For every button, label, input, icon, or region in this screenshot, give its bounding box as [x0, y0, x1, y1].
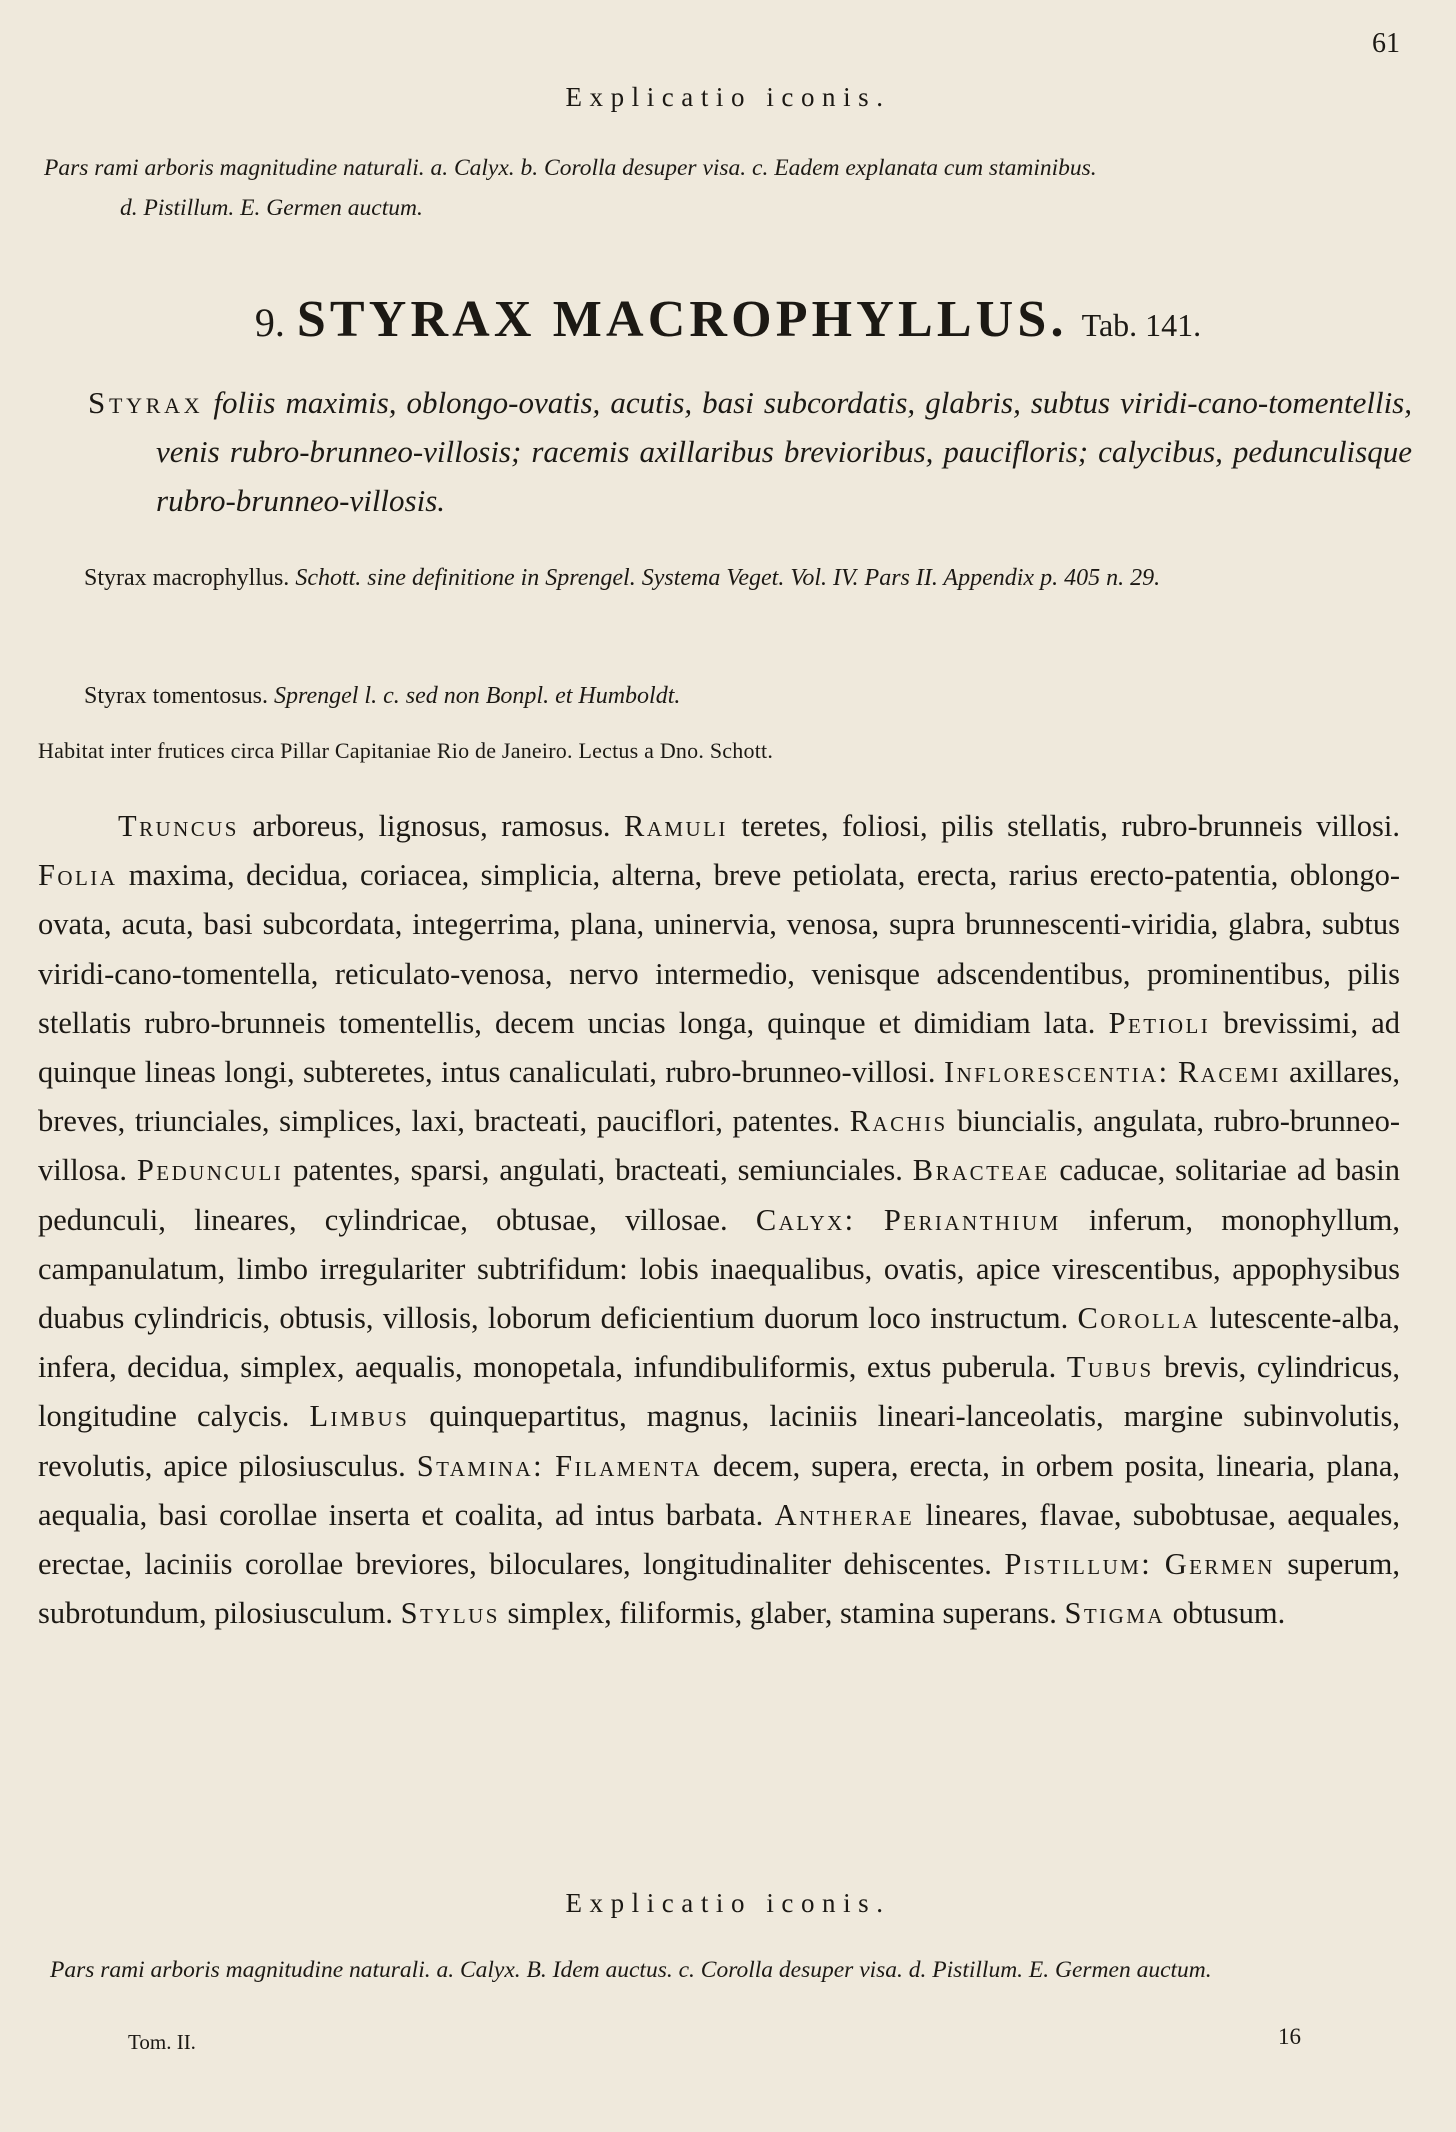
volume-label: Tom. II.	[128, 2030, 196, 2054]
synonym-2	[44, 676, 1412, 716]
description-text	[1170, 1055, 1178, 1089]
diagnosis-text: foliis maximis, oblongo-ovatis, acutis, basi subcordatis, glabris, subtus viridi-cano-tomentellis, venis rubro-brunneo-villosis; racemis axillaribus brevioribus, paucifloris; calycibus, pedunculisque rubro-brunneo-villosis.	[156, 385, 1412, 518]
top-explanation-heading: Explicatio iconis.	[565, 82, 891, 112]
description-text: simplex, filiformis, glaber, stamina superans.	[499, 1596, 1065, 1631]
synonym-reference: Sprengel l. c. sed non Bonpl. et Humboldt.	[274, 683, 681, 709]
description-term: Truncus	[118, 809, 239, 843]
description-text: brevis, cylindricus, longitudine calycis.	[38, 1350, 1400, 1434]
signature-mark: 16	[1278, 2024, 1301, 2049]
description-text: axillares, breves, triunciales, simplices, laxi, bracteati, pauciflori, patentes.	[38, 1055, 1401, 1139]
page-number: 61	[1372, 28, 1400, 59]
description-text: caducae, solitariae ad basin pedunculi, lineares, cylindricae, obtusae, villosae.	[38, 1153, 1401, 1237]
description-text: biuncialis, angulata, rubro-brunneo-villosa.	[38, 1104, 1400, 1188]
description-text: obtusum.	[1164, 1596, 1286, 1631]
bottom-explanation-text: Pars rami arboris magnitudine naturali. a. Calyx. B. Idem auctus. c. Corolla desuper visa. d. Pistillum. E. Germen auctum.	[50, 1957, 1212, 1983]
top-explanation-line-1: Pars rami arboris magnitudine naturali. a. Calyx. b. Corolla desuper visa. c. Eadem explanata cum staminibus.	[44, 155, 1097, 181]
description-term: Tubus	[1066, 1350, 1154, 1385]
habitat: Habitat inter frutices circa Pillar Capitaniae Rio de Janeiro. Lectus a Dno. Schott.	[38, 738, 774, 763]
description-text: lineares, flavae, subobtusae, aequales, erectae, laciniis corollae breviores, biloculares, longitudinaliter dehiscentes.	[38, 1497, 1401, 1582]
description-text: superum, subrotundum, pilosiusculum.	[38, 1547, 1400, 1631]
description-text: quinquepartitus, magnus, laciniis lineari-lanceolatis, margine subinvolutis, revolutis, apice pilosiusculus.	[38, 1399, 1400, 1483]
bottom-explanation	[44, 1950, 1412, 1990]
description	[0, 802, 1412, 1638]
description-text	[544, 1449, 555, 1483]
habitat-block	[0, 738, 1456, 764]
description-term: Pistillum:	[1004, 1547, 1153, 1582]
description-term: Germen	[1164, 1547, 1275, 1582]
description-term: Calyx:	[755, 1202, 856, 1237]
description-term: Stamina:	[416, 1448, 545, 1483]
description-text: patentes, sparsi, angulati, bracteati, semiunciales.	[283, 1153, 913, 1188]
description-text: maxima, decidua, coriacea, simplicia, alterna, breve petiolata, erecta, rarius erecto-patentia, oblongo-ovata, acuta, basi subcordata, integerrima, plana, uninervia, venosa, supra brunnescenti-viridia, glabra, subtus viridi-cano-tomentella, reticulato-venosa, nervo intermedio, venisque adscendentibus, prominentibus, pilis stellatis rubro-brunneis tomentellis, decem uncias longa, quinque et dimidiam lata.	[38, 858, 1400, 1040]
description-text: teretes, foliosi, pilis stellatis, rubro-brunneis villosi.	[727, 809, 1400, 843]
description-term: Stylus	[400, 1596, 500, 1631]
description-term: Petioli	[1108, 1005, 1211, 1040]
species-number: 9.	[254, 300, 285, 345]
description-term: Stigma	[1064, 1596, 1165, 1631]
description-term: Perianthium	[883, 1202, 1061, 1237]
description-block	[0, 802, 1412, 1638]
description-term: Folia	[38, 858, 118, 893]
description-text: lutescente-alba, infera, decidua, simplex, aequalis, monopetala, infundibuliformis, extus puberula.	[38, 1301, 1400, 1385]
synonym-name: Styrax tomentosus.	[84, 683, 268, 709]
description-term: Antherae	[774, 1497, 915, 1532]
description-text: arboreus, lignosus, ramosus.	[238, 809, 625, 843]
plate-reference: Tab. 141.	[1081, 307, 1202, 343]
description-text	[1152, 1547, 1164, 1581]
description-text: inferum, monophyllum, campanulatum, limbo irregulariter subtrifidum: lobis inaequalibus, ovatis, apice virescentibus, appophysibus duabus cylindricis, obtusis, villosis, loborum deficientium duorum loco instructum.	[38, 1202, 1401, 1336]
description-term: Limbus	[309, 1399, 410, 1434]
diagnosis-genus: Styrax	[88, 385, 204, 420]
diagnosis-block	[44, 378, 1412, 525]
synonym-1	[44, 558, 1412, 598]
description-term: Ramuli	[624, 809, 728, 843]
description-text: brevissimi, ad quinque lineas longi, subteretes, intus canaliculati, rubro-brunneo-villosi.	[38, 1005, 1400, 1090]
top-explanation	[44, 148, 1412, 228]
species-name: STYRAX MACROPHYLLUS.	[296, 291, 1068, 348]
species-title	[0, 290, 1456, 349]
description-term: Corolla	[1077, 1301, 1201, 1336]
synonym-name: Styrax macrophyllus.	[84, 565, 290, 591]
synonym-reference: Schott. sine definitione in Sprengel. Systema Veget. Vol. IV. Pars II. Appendix p. 405 n. 29.	[295, 565, 1161, 591]
top-explanation-line-2: d. Pistillum. E. Germen auctum.	[120, 195, 423, 221]
diagnosis	[44, 378, 1412, 525]
description-term: Pedunculi	[136, 1153, 284, 1188]
description-term: Filamenta	[555, 1448, 702, 1483]
description-term: Bracteae	[912, 1153, 1050, 1188]
description-text	[856, 1203, 884, 1237]
description-term: Inflorescentia:	[943, 1055, 1170, 1090]
description-text: decem, supera, erecta, in orbem posita, linearia, plana, aequalia, basi corollae inserta et coalita, ad intus barbata.	[38, 1448, 1400, 1532]
description-term: Racemi	[1178, 1055, 1281, 1090]
description-term: Rachis	[849, 1104, 948, 1139]
bottom-explanation-heading: Explicatio iconis.	[565, 1888, 891, 1918]
